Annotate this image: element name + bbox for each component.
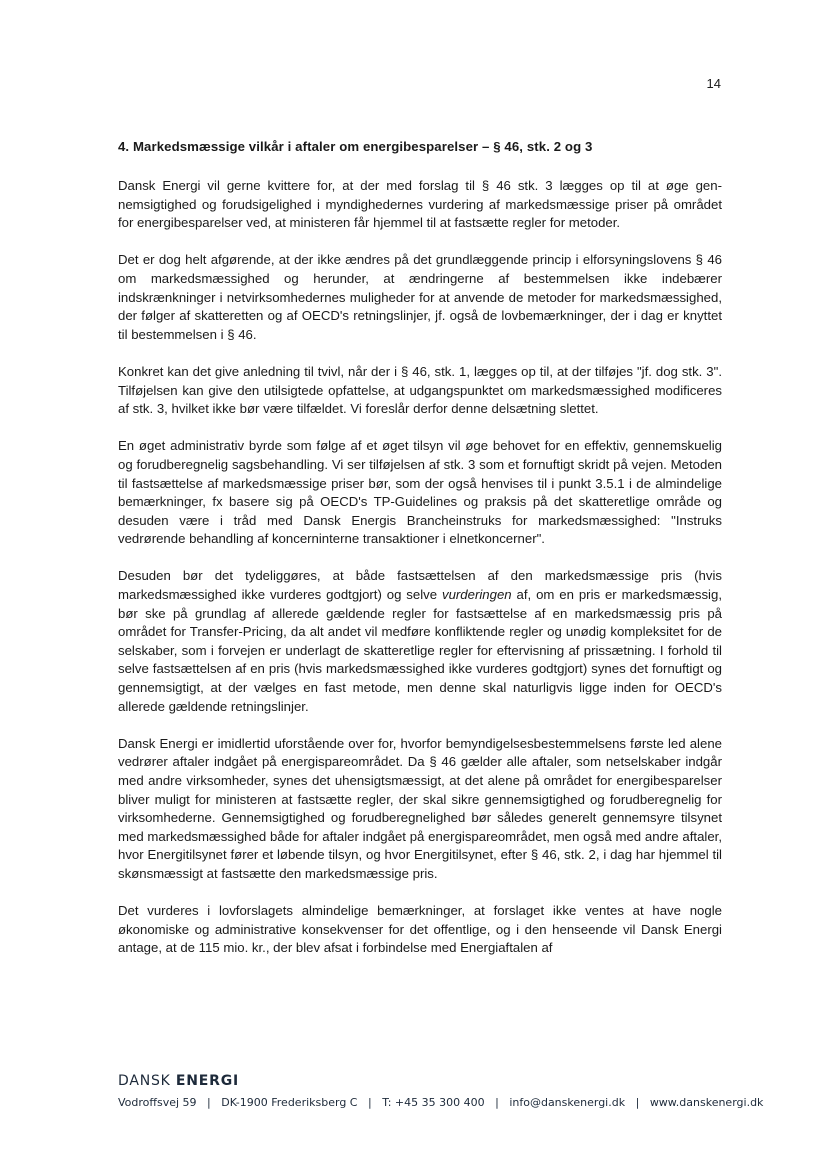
footer-separator: | xyxy=(367,1096,372,1109)
paragraph-5 xyxy=(118,567,722,716)
footer-email[interactable]: info@danskenergi.dk xyxy=(509,1096,626,1109)
paragraph-5-part-1: Desuden bør det tydeliggøres, at både fastsættelsen af den markedsmæssige pris (hvis markedsmæssighed ikke vurderes godtgjort) og selve xyxy=(118,568,722,603)
footer-postal: DK-1900 Frederiksberg C xyxy=(221,1096,358,1109)
paragraph-3: Konkret kan det give anledning til tvivl, når der i § 46, stk. 1, lægges op til, at der tilføjes "jf. dog stk. 3". Tilføjelsen kan give den utilsigtede opfattelse, at udgangspunktet om markedsmæssighed modificeres af stk. 3, hvilket ikke bør være tilfældet. Vi foreslår derfor denne delsætning slettet. xyxy=(118,363,722,417)
footer-website[interactable]: www.danskenergi.dk xyxy=(649,1096,764,1109)
paragraph-6: Dansk Energi er imidlertid uforstående over for, hvorfor bemyndigelsesbestemmelsens første led alene vedrører aftaler indgået på energispareområdet. Da § 46 gælder alle aftaler, som netselskaber indgår med andre virksomheder, synes det uhensigtsmæssigt, at det alene på området for energibesparelser bliver muligt for ministeren at fastsætte regler, der skal sikre gennemsigtighed og forudberegnelig for virksomhederne. Gennemsigtighed og forudberegnelighed bør således generelt gennemsyre tilsynet med markedsmæssighed både for aftaler indgået på energispareområdet, men også med andre aftaler, hvor Energitilsynet fører et løbende tilsyn, og hvor Energitilsynet, efter § 46, stk. 2, i dag har hjemmel til skønsmæssigt at fastsætte den markedsmæssige pris. xyxy=(118,735,722,881)
paragraph-7: Det vurderes i lovforslagets almindelige bemærkninger, at forslaget ikke ventes at have nogle økonomiske og administrative konsekvenser for det offentlige, og i den henseende vil Dansk Energi antage, at de 115 mio. kr., der blev afsat i forbindelse med Energiaftalen af xyxy=(118,903,722,956)
paragraph-5-emphasis: vurderingen xyxy=(441,587,512,603)
company-logo xyxy=(118,1073,728,1089)
footer-contact-line xyxy=(118,1096,764,1110)
logo-word-dansk: DANSK xyxy=(118,1073,171,1089)
footer-phone: T: +45 35 300 400 xyxy=(382,1096,485,1109)
paragraph-1: Dansk Energi vil gerne kvittere for, at der med forslag til § 46 stk. 3 lægges op til at øge gennemsigtighed og forudsigelighed i myndighedernes vurdering af markedsmæssige priser på området for energibesparelser ved, at ministeren får hjemmel til at fastsætte regler for metoder. xyxy=(118,178,722,231)
footer-separator: | xyxy=(207,1096,211,1109)
footer-address: Vodroffsvej 59 xyxy=(118,1096,197,1109)
paragraph-4: En øget administrativ byrde som følge af et øget tilsyn vil øge behovet for en effektiv, gennemskuelig og forudberegnelig sagsbehandling. Vi ser tilføjelsen af stk. 3 som et fornuftigt skridt på vejen. Metoden til fastsættelse af markedsmæssige priser bør, som der også henvises til i punkt 3.5.1 i de almindelige bemærkninger, fx basere sig på OECD's TP-Guidelines og praksis på det skatteretlige område og desuden være i tråd med Dansk Energis Brancheinstruks for markedsmæssighed: "Instruks vedrørende behandling af koncerninterne transaktioner i elnetkoncerner". xyxy=(118,438,722,547)
logo-word-energi: ENERGI xyxy=(175,1073,240,1089)
footer-separator: | xyxy=(495,1096,499,1109)
footer-separator: | xyxy=(635,1096,640,1109)
page-number: 14 xyxy=(706,76,721,91)
document-body xyxy=(118,138,722,977)
paragraph-2: Det er dog helt afgørende, at der ikke ændres på det grundlæggende princip i elforsyningslovens § 46 om markedsmæssighed og herunder, at ændringerne af bestemmelsen ikke indebærer indskrænkninger i netvirksomhedernes muligheder for at anvende de metoder for markedsmæssighed, der følger af skatteretten og af OECD's retningslinjer, jf. også de lovbemærkninger, der i dag er knyttet til bestemmelsen i § 46. xyxy=(118,252,722,342)
section-heading: 4. Markedsmæssige vilkår i aftaler om energibesparelser – § 46, stk. 2 og 3 xyxy=(118,139,593,154)
paragraph-5-part-2: af, om en pris er markedsmæssig, bør ske på grundlag af allerede gældende regler for fastsættelse af en markedsmæssig pris på området for Transfer-Pricing, da alt andet vil medføre konfliktende regler og unødig kompleksitet for de selskaber, som i forvejen er underlagt de skatteretlige regler for eftervisning af prissætning. I forhold til selve fastsættelsen af en pris (hvis markedsmæssighed ikke vurderes godtgjort) synes det fornuftigt og gennemsigtigt, at der vælges en fast metode, men denne skal naturligvis ligge inden for OECD's allerede gældende retningslinjer. xyxy=(118,587,722,714)
footer xyxy=(118,1073,764,1110)
